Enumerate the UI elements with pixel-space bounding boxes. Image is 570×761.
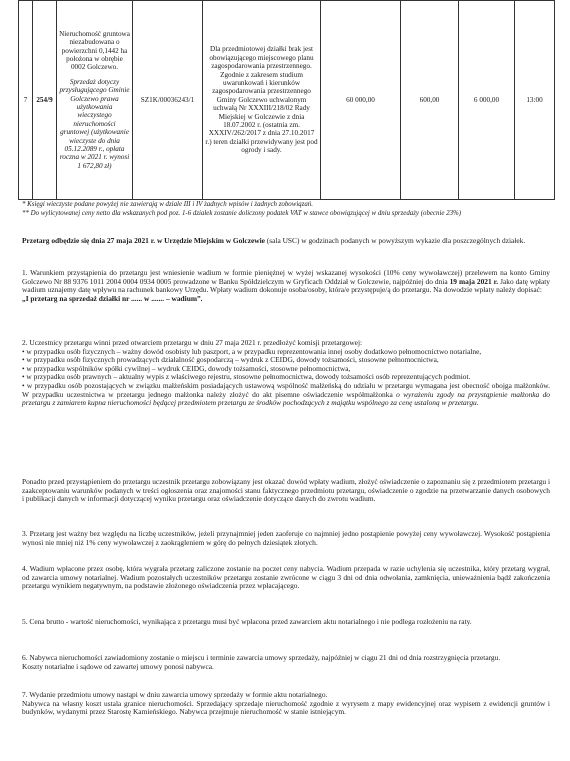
section-payment: 5. Cena brutto - wartość nieruchomości, wynikająca z przetargu musi być wpłacona przed zawarciem aktu notarialnego i nie podlega rozłożeniu na raty.	[22, 617, 472, 626]
description-text: Nieruchomość gruntowa niezabudowana o powierzchni 0,1442 ha położona w obrębie 0002 Golczewo.	[59, 29, 130, 72]
footnote-vat: ** Do wylicytowanej ceny netto dla wskazanych pod poz. 1-6 działek zostanie doliczony podatek VAT w stawce obowiązującej w dniu sprzedaży (obecnie 23%)	[22, 210, 462, 217]
cell-auction-hour: 13:00	[515, 1, 555, 200]
cell-deposit: 600,00	[401, 1, 459, 200]
documents-lead: 2. Uczestnicy przetargu winni przed otwarciem przetargu w dniu 27 maja 2021 r. przedłożyć komisji przetargowej:	[22, 338, 363, 347]
table-row	[19, 1, 555, 200]
cell-land-register: SZ1K/00036243/1	[133, 1, 203, 200]
spouses-text: • w przypadku osób pozostających w związku małżeńskim posiadających ustawową wspólność małżeńską do udziału w przetargu wymagana jest obecność obojga małżonków. W przypadku uczestnictwa w przetargu jednego małżonka należy złożyć do akt pisemne oświadczenie współmałżonka	[22, 380, 550, 399]
auction-date-place: Przetarg odbędzie się dnia 27 maja 2021 r. w Urzędzie Miejskim w Golczewie	[22, 236, 265, 245]
deposit-text-b: Jako datę wpłaty wadium uznajemy datę wpływu na rachunek bankowy Urzędu. Wpłaty wadium dokonuje osoba/osoby, która/e przystępuje/ą do przetargu. Na dowodzie wpłaty należy dopisać:	[22, 276, 551, 295]
handover-text: 7. Wydanie przedmiotu umowy nastąpi w dniu zawarcia umowy sprzedaży w formie aktu notarialnego.	[22, 690, 328, 699]
contract-costs: Koszty notarialne i sądowe od zawartej umowy ponosi nabywca.	[22, 661, 214, 671]
boundaries-text: Nabywca na własny koszt ustala granice nieruchomości. Sprzedający sprzedaje nieruchomość zgodnie z wyrysem z mapy ewidencyjnej oraz wypisem z ewidencji gruntów i budynków, wydanymi przez Starostę Kamieńskiego. Nabywca przejmuje nieruchomość w stanie istniejącym.	[22, 698, 550, 717]
auction-intro-rest: (sala USC) w godzinach podanych w powyższym wykazie dla poszczególnych działek.	[264, 236, 526, 245]
list-item-spouses	[22, 382, 550, 408]
list-item: • w przypadku osób fizycznych prowadzących działalność gospodarczą – wydruk z CEIDG, dowody tożsamości, stosowne pełnomocnictwa,	[22, 355, 439, 365]
deposit-transfer-title: „I przetarg na sprzedaż działki nr ...... w ....... – wadium”.	[22, 293, 203, 303]
section-handover	[22, 691, 550, 717]
section-participant-documents	[22, 339, 550, 408]
plots-table	[18, 0, 555, 200]
cell-minimum-bid-step: 6 000,00	[459, 1, 515, 200]
cell-lp: 7	[19, 1, 33, 200]
cell-zoning-plan: Dla przedmiotowej działki brak jest obowiązującego miejscowego planu zagospodarowania przestrzennego. Zgodnie z zakresem studium uwarunkowań i kierunków zagospodarowania przestrzennego Gminy Golczewo uchwalonym uchwałą Nr XXXIII/218/02 Rady Miejskiej w Golczewie z dnia 18.07.2002 r. (ostatnia zm. XXXIV/262/2017 z dnia 27.10.2017 r.) teren działki przewidywany jest pod ogrody i sady.	[203, 1, 321, 200]
deposit-text-a: 1. Warunkiem przystąpienia do przetargu jest wniesienie wadium w formie pieniężnej w wyżej wskazanej wysokości (10% ceny wywoławczej) przelewem na konto Gminy Golczewo Nr 88 9376 1011 2004 0004 0934 0005 prowadzone w Banku Spółdzielczym w Gryficach Oddział w Golczewie, najpóźniej do dnia	[22, 268, 550, 286]
section-deposit	[22, 269, 550, 303]
auction-intro	[22, 237, 550, 246]
footnote-land-register: * Księgi wieczyste podane powyżej nie zawierają w dziale III i IV żadnych wpisów i żadnych zobowiązań.	[22, 201, 313, 208]
cell-starting-price: 60 000,00	[321, 1, 401, 200]
cell-description	[57, 1, 133, 200]
cell-plot-number: 254/9	[33, 1, 57, 200]
section-validity: 3. Przetarg jest ważny bez względu na liczbę uczestników, jeżeli przynajmniej jeden zaoferuje co najmniej jedno postąpienie powyżej ceny wywoławczej. Wysokość postąpienia wynosi nie mniej niż 1% ceny wywoławczej z zaokrągleniem w górę do pełnych dziesiątek złotych.	[22, 529, 550, 547]
section-contract	[22, 654, 550, 671]
list-item: • w przypadku wspólników spółki cywilnej – wydruk CEIDG, dowody tożsamości, stosowne pełnomocnictwa,	[22, 363, 351, 373]
contract-notice: 6. Nabywca nieruchomości zawiadomiony zostanie o miejscu i terminie zawarcia umowy sprzedaży, najpóźniej w ciągu 21 dni od dnia rozstrzygnięcia przetargu.	[22, 653, 501, 662]
spouses-consent-text: o wyrażeniu zgody na przystąpienie małżonka do przetargu z zamiarem kupna nieruchomości będącej przedmiotem przetargu ze środków pochodzących z majątku wspólnego za cenę ustaloną w przetargu.	[22, 389, 550, 408]
deposit-deadline: 19 maja 2021 r.	[449, 276, 499, 286]
section-deposit-return: 4. Wadium wpłacone przez osobę, która wygrała przetarg zaliczone zostanie na poczet ceny nabycia. Wadium przepada w razie uchylenia się uczestnika, który przetarg wygrał, od zawarcia umowy notarialnej. Wadium pozostałych uczestników przetargu zostanie zwrócone w ciągu 3 dni od dnia odwołania, zamknięcia, unieważnienia bądź zakończenia przetargu wynikiem negatywnym, na podstawie złożonego oświadczenia przez wpłacającego.	[22, 564, 550, 591]
list-item: • w przypadku osób prawnych – aktualny wypis z właściwego rejestru, stosowne pełnomocnictwa, dowody tożsamości osób reprezentujących podmiot.	[22, 372, 471, 382]
description-note: Sprzedaż dotyczy przysługującego Gminie Golczewo prawa użytkowania wieczystego nieruchomości gruntowej (użytkowanie wieczyste do dnia 05.12.2089 r., opłata roczna w 2021 r. wynosi 1 672,80 zł)	[59, 77, 130, 170]
section-statements: Ponadto przed przystąpieniem do przetargu uczestnik przetargu zobowiązany jest okazać dowód wpłaty wadium, złożyć oświadczenie o zapoznaniu się z przedmiotem przetargu i zaakceptowaniu warunków podanych w treści ogłoszenia oraz znajomości stanu faktycznego przedmiotu przetargu, oświadczenie o zgodzie na przetwarzanie danych osobowych i publikacji danych w informacji dotyczącej wyniku przetargu oraz oświadczenie dotyczące danych do zwrotu wadium.	[22, 477, 550, 504]
list-item: • w przypadku osób fizycznych – ważny dowód osobisty lub paszport, a w przypadku reprezentowania innej osoby dodatkowo pełnomocnictwo notarialne,	[22, 346, 482, 356]
